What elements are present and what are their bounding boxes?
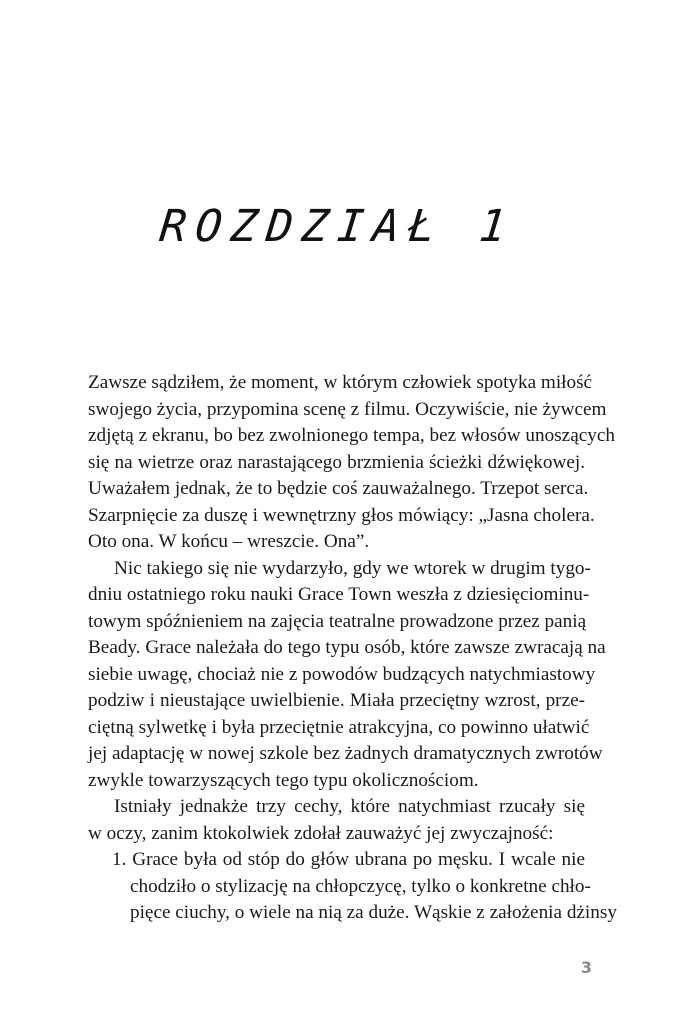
chapter-body [88, 370, 617, 927]
list-item-line: 1. Grace była od stóp do głów ubrana po męsku. I wcale nie [112, 849, 585, 870]
text-line: Beady. Grace należała do tego typu osób, które zawsze zwracają na [88, 637, 606, 658]
text-line: się na wietrze oraz narastającego brzmienia ścieżki dźwiękowej. [88, 451, 585, 473]
text-line: towym spóźnieniem na zajęcia teatralne prowadzone przez panią [88, 610, 587, 632]
text-line: Istniały jednakże trzy cechy, które natychmiast rzucały się [114, 796, 585, 817]
text-line: Uważałem jednak, że to będzie coś zauważalnego. Trzepot serca. [88, 478, 589, 499]
text-line: dniu ostatniego roku nauki Grace Town weszła z dziesięciominu- [88, 584, 590, 605]
text-line: Oto ona. W końcu – wreszcie. Ona”. [88, 531, 370, 552]
chapter-title: ROZDZIAŁ 1 [157, 201, 518, 253]
text-line: siebie uwagę, chociaż nie z powodów budzących natychmiastowy [88, 663, 596, 685]
text-line: Zawsze sądziłem, że moment, w którym człowiek spotyka miłość [88, 372, 593, 393]
text-line: swojego życia, przypomina scenę z filmu. Oczywiście, nie żywcem [88, 398, 607, 420]
text-line: jej adaptację w nowej szkole bez żadnych dramatycznych zwrotów [88, 743, 603, 764]
list-item-line: chodziło o stylizację na chłopczycę, tylko o konkretne chło- [130, 875, 591, 897]
text-line: zwykle towarzyszących tego typu okolicznościom. [88, 769, 479, 791]
text-line: podziw i nieustające uwielbienie. Miała przeciętny wzrost, prze- [88, 690, 585, 711]
text-line: w oczy, zanim ktokolwiek zdołał zauważyć jej zwyczajność: [88, 822, 554, 844]
text-line: ciętną sylwetkę i była przeciętnie atrakcyjna, co powinno ułatwić [88, 716, 590, 738]
page-number: 3 [580, 958, 592, 977]
text-line: Nic takiego się nie wydarzyło, gdy we wtorek w drugim tygo- [114, 557, 591, 579]
text-line: zdjętą z ekranu, bo bez zwolnionego tempa, bez włosów unoszących [88, 425, 615, 446]
text-line: Szarpnięcie za duszę i wewnętrzny głos mówiący: „Jasna cholera. [88, 504, 595, 526]
list-item-line: pięce ciuchy, o wiele na nią za duże. Wąskie z założenia dżinsy [130, 902, 617, 923]
